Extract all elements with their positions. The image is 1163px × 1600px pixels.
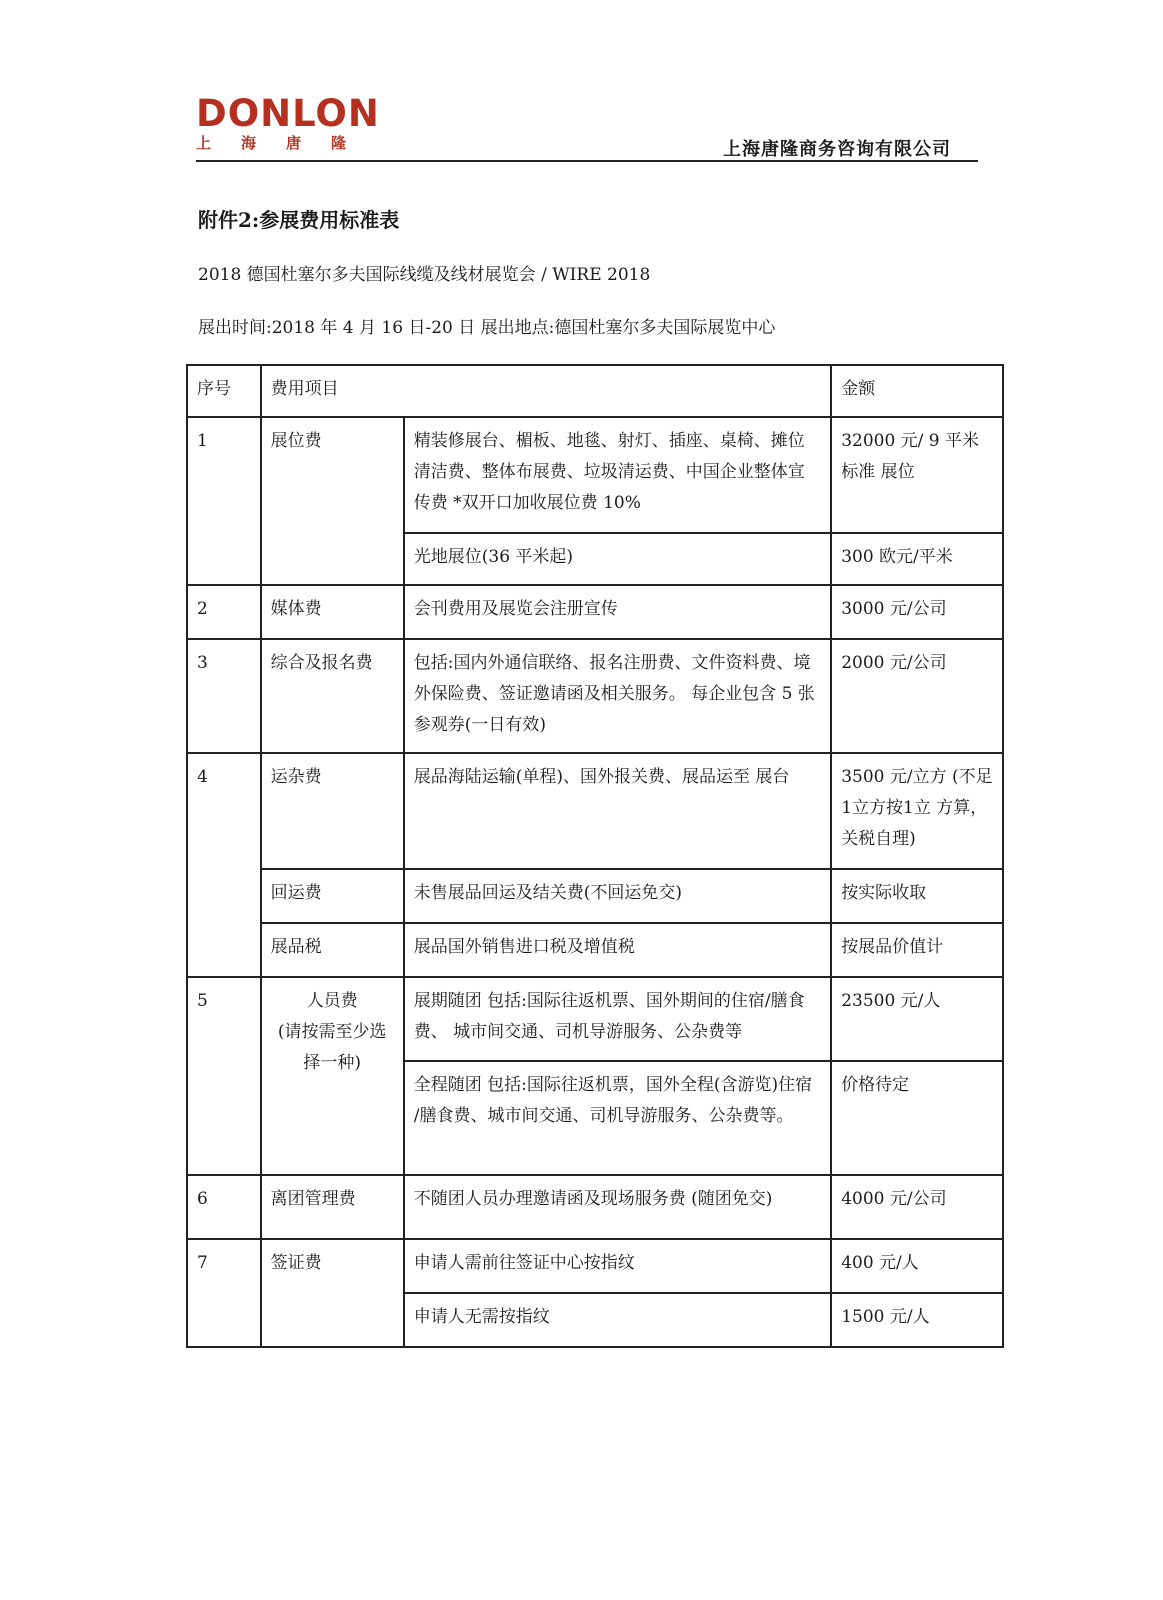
logo-char: 上 — [196, 134, 212, 152]
table-row — [187, 585, 1003, 639]
header-no: 序号 — [187, 365, 261, 417]
logo-char: 唐 — [285, 134, 301, 152]
row-desc: 精装修展台、楣板、地毯、射灯、插座、桌椅、摊位清洁费、整体布展费、垃圾清运费、中国企业整体宣传费 *双开口加收展位费 10% — [404, 417, 831, 533]
donlon-logo — [196, 92, 380, 153]
row-desc: 展品国外销售进口税及增值税 — [404, 923, 831, 977]
row-no: 2 — [187, 585, 261, 639]
row-no: 6 — [187, 1175, 261, 1239]
row-no: 5 — [187, 977, 261, 1175]
logo-char: 隆 — [330, 134, 346, 152]
row-item-name: 媒体费 — [261, 585, 404, 639]
exhibition-name: 2018 德国杜塞尔多夫国际线缆及线材展览会 / WIRE 2018 — [198, 265, 651, 285]
company-name: 上海唐隆商务咨询有限公司 — [723, 139, 951, 160]
table-row — [187, 753, 1003, 869]
row-item-name: 展品税 — [261, 923, 404, 977]
table-row — [187, 1239, 1003, 1293]
header-item: 费用项目 — [261, 365, 832, 417]
row-desc: 申请人无需按指纹 — [404, 1293, 831, 1347]
row-amount: 300 欧元/平米 — [831, 533, 1003, 585]
page-title: 附件2:参展费用标准表 — [198, 208, 400, 232]
table-row — [187, 1175, 1003, 1239]
table-row — [187, 869, 1003, 923]
row-desc: 未售展品回运及结关费(不回运免交) — [404, 869, 831, 923]
personnel-fee-label: 人员费 — [306, 991, 358, 1011]
row-amount: 2000 元/公司 — [831, 639, 1003, 753]
row-desc: 展品海陆运输(单程)、国外报关费、展品运至 展台 — [404, 753, 831, 869]
row-amount: 1500 元/人 — [831, 1293, 1003, 1347]
table-row — [187, 417, 1003, 533]
row-desc: 申请人需前往签证中心按指纹 — [404, 1239, 831, 1293]
fee-table — [186, 364, 1004, 1348]
row-item-name: 运杂费 — [261, 753, 404, 869]
row-item-name: 综合及报名费 — [261, 639, 404, 753]
table-header-row — [187, 365, 1003, 417]
logo-subtitle — [196, 133, 346, 153]
table-row — [187, 923, 1003, 977]
row-item-name: 离团管理费 — [261, 1175, 404, 1239]
row-amount: 价格待定 — [831, 1061, 1003, 1175]
logo-char: 海 — [240, 134, 256, 152]
row-item-name: 签证费 — [261, 1239, 404, 1347]
row-no: 3 — [187, 639, 261, 753]
row-desc: 全程随团 包括:国际往返机票，国外全程(含游览)住宿 /膳食费、城市间交通、司机导游服务、公杂费等。 — [404, 1061, 831, 1175]
row-item-name: 展位费 — [261, 417, 404, 585]
row-desc: 会刊费用及展览会注册宣传 — [404, 585, 831, 639]
row-amount: 23500 元/人 — [831, 977, 1003, 1061]
row-amount: 400 元/人 — [831, 1239, 1003, 1293]
row-item-name: 回运费 — [261, 869, 404, 923]
table-row — [187, 639, 1003, 753]
row-desc: 不随团人员办理邀请函及现场服务费 (随团免交) — [404, 1175, 831, 1239]
row-amount: 32000 元/ 9 平米标准 展位 — [831, 417, 1003, 533]
header-amount: 金额 — [831, 365, 1003, 417]
exhibition-time-place: 展出时间:2018 年 4 月 16 日-20 日 展出地点:德国杜塞尔多夫国际展览中心 — [198, 318, 776, 338]
table-row — [187, 977, 1003, 1061]
row-desc: 展期随团 包括:国际往返机票、国外期间的住宿/膳食费、 城市间交通、司机导游服务、公杂费等 — [404, 977, 831, 1061]
personnel-fee-note: (请按需至少选择一种) — [277, 1022, 387, 1073]
header-divider — [196, 160, 978, 162]
row-amount: 3500 元/立方 (不足1立方按1立 方算，关税自理) — [831, 753, 1003, 869]
row-no: 4 — [187, 753, 261, 977]
row-item-name — [261, 977, 404, 1175]
row-amount: 4000 元/公司 — [831, 1175, 1003, 1239]
row-desc: 包括:国内外通信联络、报名注册费、文件资料费、境外保险费、签证邀请函及相关服务。 每企业包含 5 张参观券(一日有效) — [404, 639, 831, 753]
logo-wordmark: DONLON — [196, 92, 380, 135]
row-amount: 按实际收取 — [831, 869, 1003, 923]
row-no: 7 — [187, 1239, 261, 1347]
row-desc: 光地展位(36 平米起) — [404, 533, 831, 585]
row-no: 1 — [187, 417, 261, 585]
row-amount: 按展品价值计 — [831, 923, 1003, 977]
row-amount: 3000 元/公司 — [831, 585, 1003, 639]
